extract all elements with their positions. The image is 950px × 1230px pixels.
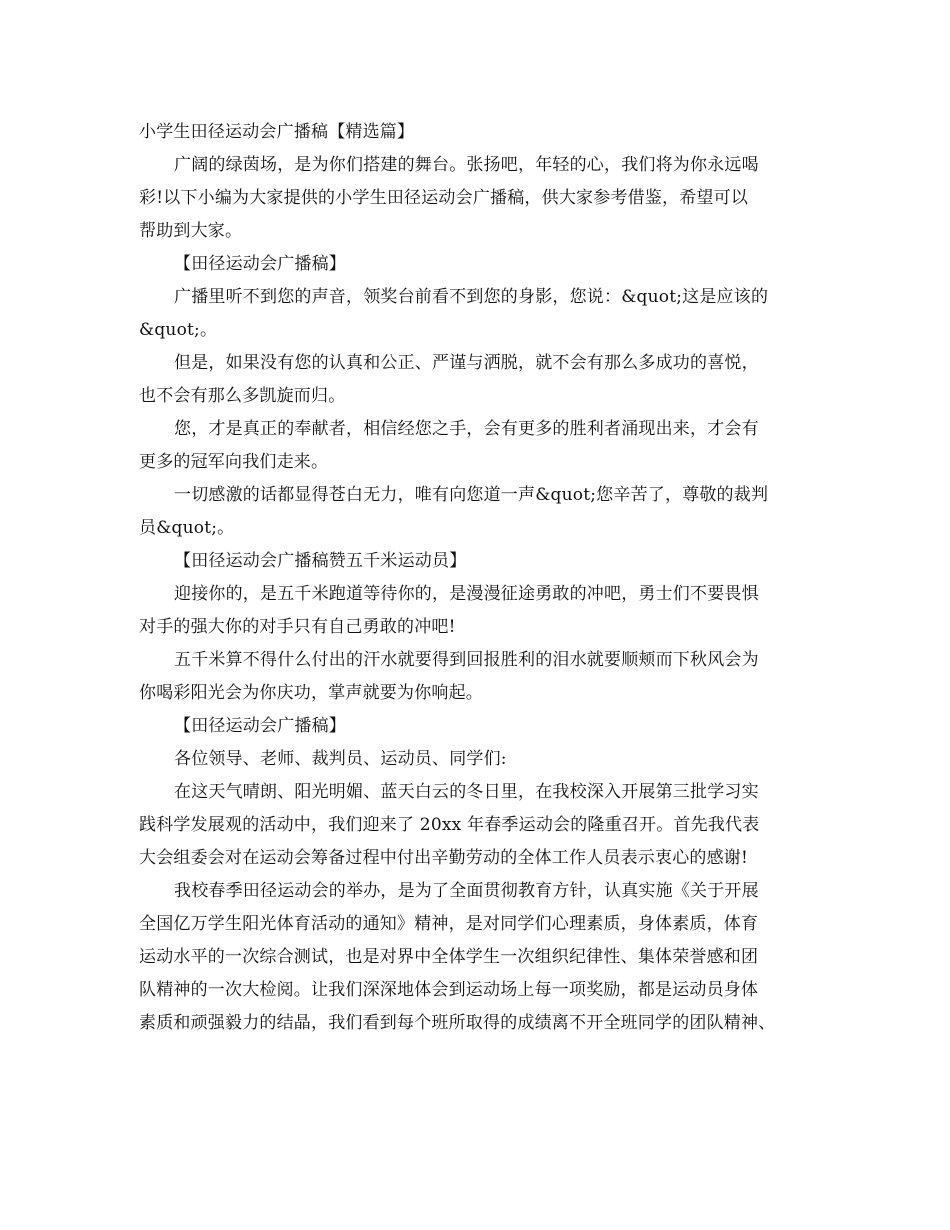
text-line: 践科学发展观的活动中，我们迎来了 20xx 年春季运动会的隆重召开。首先我代表	[139, 815, 760, 835]
text-line: 广播里听不到您的声音，领奖台前看不到您的身影，您说：&quot;这是应该的	[174, 287, 769, 307]
text-line: 各位领导、老师、裁判员、运动员、同学们:	[174, 749, 507, 769]
text-line: 你喝彩阳光会为你庆功，掌声就要为你响起。	[139, 683, 483, 703]
text-line: 对手的强大你的对手只有自己勇敢的冲吧!	[139, 617, 456, 637]
text-line: 在这天气晴朗、阳光明媚、蓝天白云的冬日里，在我校深入开展第三批学习实	[174, 782, 759, 802]
text-line: 更多的冠军向我们走来。	[139, 452, 329, 472]
text-line: 一切感激的话都显得苍白无力，唯有向您道一声&quot;您辛苦了，尊敬的裁判	[174, 485, 769, 505]
text-line: 我校春季田径运动会的举办，是为了全面贯彻教育方针，认真实施《关于开展	[174, 881, 759, 901]
document-title: 小学生田径运动会广播稿【精选篇】	[139, 122, 415, 142]
text-line: 彩!以下小编为大家提供的小学生田径运动会广播稿，供大家参考借鉴，希望可以	[139, 188, 749, 208]
text-line: 但是，如果没有您的认真和公正、严谨与洒脱，就不会有那么多成功的喜悦，	[174, 353, 759, 373]
text-line: 大会组委会对在运动会筹备过程中付出辛勤劳动的全体工作人员表示衷心的感谢!	[139, 848, 749, 868]
text-line: 员&quot;。	[139, 518, 235, 538]
text-line: 五千米算不得什么付出的汗水就要得到回报胜利的泪水就要顺颊而下秋风会为	[174, 650, 759, 670]
document-body	[139, 116, 819, 1040]
text-line: 素质和顽强毅力的结晶，我们看到每个班所取得的成绩离不开全班同学的团队精神、	[139, 1013, 776, 1033]
text-line: 帮助到大家。	[139, 221, 243, 241]
text-line: &quot;。	[139, 320, 218, 340]
text-line: 【田径运动会广播稿】	[174, 716, 346, 736]
text-line: 运动水平的一次综合测试，也是对界中全体学生一次组织纪律性、集体荣誉感和团	[139, 947, 759, 967]
text-line: 全国亿万学生阳光体育活动的通知》精神，是对同学们心理素质，身体素质，体育	[139, 914, 759, 934]
text-line: 您，才是真正的奉献者，相信经您之手，会有更多的胜利者涌现出来，才会有	[174, 419, 759, 439]
paragraph-lines	[139, 149, 819, 1040]
text-line: 迎接你的，是五千米跑道等待你的，是漫漫征途勇敢的冲吧，勇士们不要畏惧	[174, 584, 759, 604]
text-line: 队精神的一次大检阅。让我们深深地体会到运动场上每一项奖励，都是运动员身体	[139, 980, 759, 1000]
text-line: 也不会有那么多凯旋而归。	[139, 386, 346, 406]
text-line: 广阔的绿茵场，是为你们搭建的舞台。张扬吧，年轻的心，我们将为你永远喝	[174, 155, 759, 175]
text-line: 【田径运动会广播稿赞五千米运动员】	[174, 551, 467, 571]
text-line: 【田径运动会广播稿】	[174, 254, 346, 274]
